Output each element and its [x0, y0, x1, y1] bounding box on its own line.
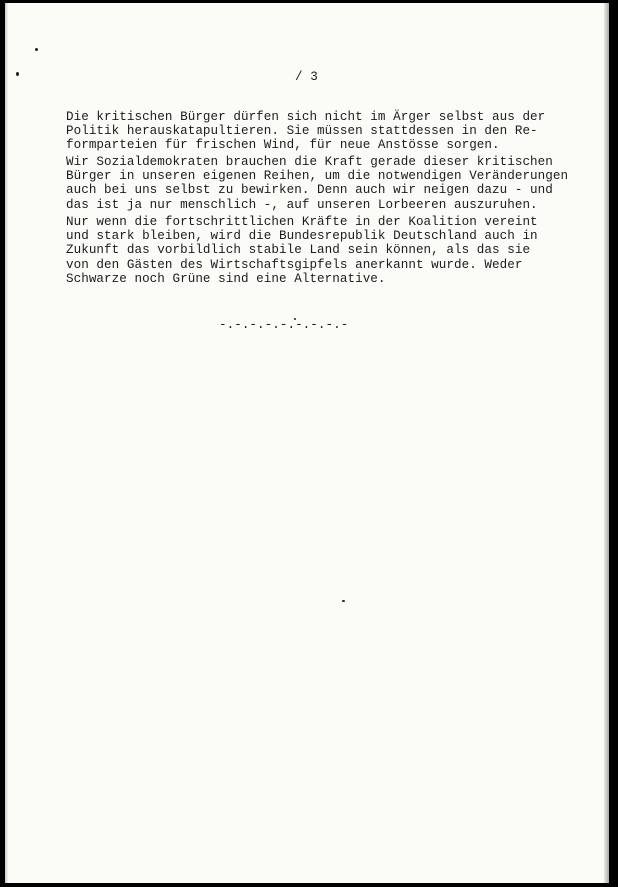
paragraph-3	[66, 215, 538, 286]
text-line: Wir Sozialdemokraten brauchen die Kraft gerade dieser kritischen	[66, 155, 553, 169]
scan-edge-right	[604, 3, 609, 883]
scan-edge-left	[5, 3, 8, 883]
text-line: Politik herauskatapultieren. Sie müssen stattdessen in den Re-	[66, 124, 538, 139]
text-line: und stark bleiben, wird die Bundesrepublik Deutschland auch in	[66, 229, 538, 244]
text-line: Schwarze noch Grüne sind eine Alternative.	[66, 271, 386, 286]
section-separator: -.-.-.-.-.-.-.-.-	[219, 318, 349, 332]
scan-speck	[35, 48, 38, 51]
paragraph-1	[66, 110, 545, 153]
text-line: von den Gästen des Wirtschaftsgipfels anerkannt wurde. Weder	[66, 257, 523, 272]
text-line: Die kritischen Bürger dürfen sich nicht im Ärger selbst aus der	[66, 110, 546, 124]
document-page	[5, 3, 609, 883]
paragraph-2	[66, 155, 568, 212]
scan-speck	[342, 600, 345, 602]
text-line: formparteien für frischen Wind, für neue Anstösse sorgen.	[66, 138, 500, 153]
text-line: Nur wenn die fortschrittlichen Kräfte in der Koalition vereint	[66, 215, 538, 229]
text-line: Zukunft das vorbildlich stabile Land sein können, als das sie	[66, 243, 531, 258]
text-line: das ist ja nur menschlich -, auf unseren Lorbeeren auszuruhen.	[66, 197, 538, 212]
page-number: / 3	[295, 70, 318, 84]
text-line: Bürger in unseren eigenen Reihen, um die notwendigen Veränderungen	[66, 169, 569, 184]
scan-speck	[16, 72, 19, 76]
text-line: auch bei uns selbst zu bewirken. Denn auch wir neigen dazu - und	[66, 183, 553, 198]
